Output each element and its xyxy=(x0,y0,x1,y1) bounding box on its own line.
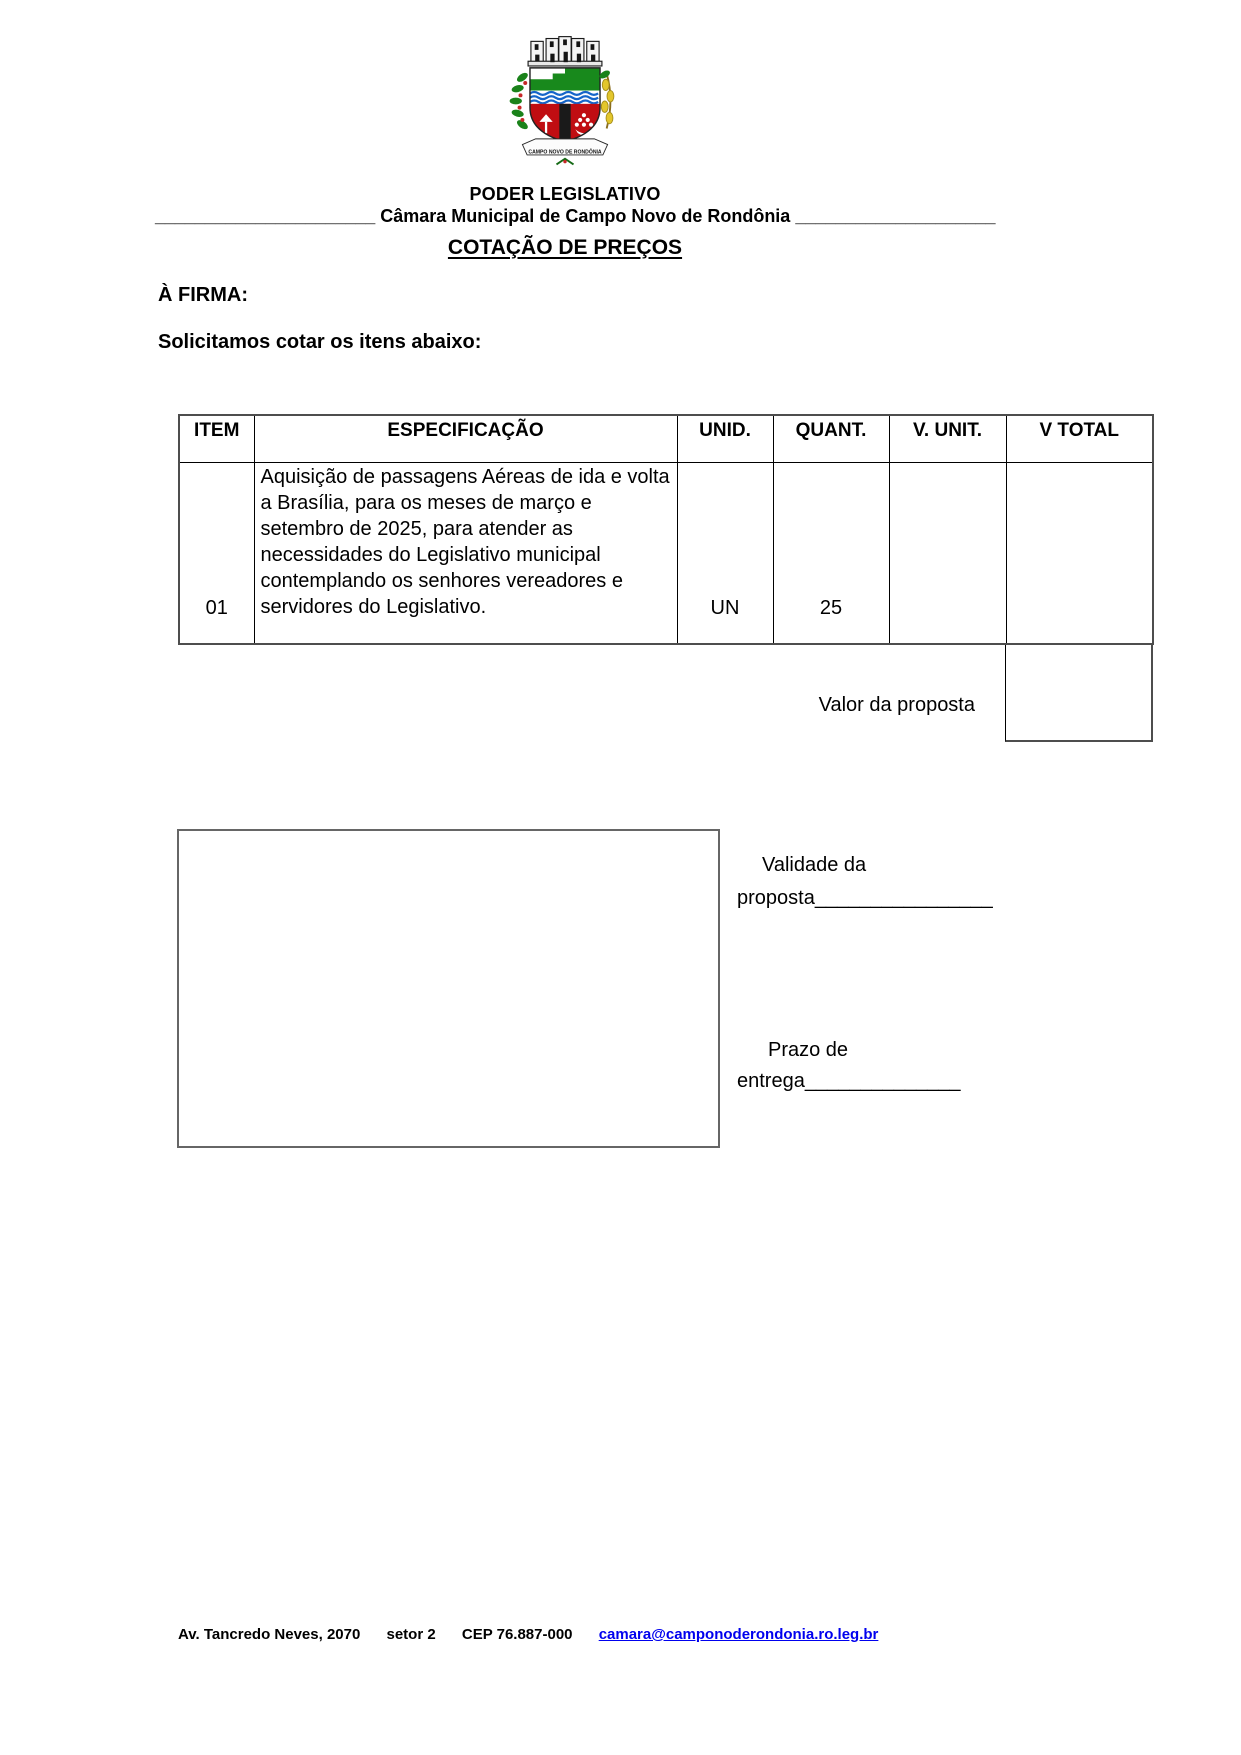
validade-da-proposta-field xyxy=(737,849,993,915)
org-name-line xyxy=(155,206,996,227)
emblem-banner-text: CAMPO NOVO DE RONDÔNIA xyxy=(528,149,602,156)
emblem-container xyxy=(155,30,975,177)
footer xyxy=(178,1626,878,1643)
col-header-quant: QUANT. xyxy=(773,415,889,462)
col-header-especificacao: ESPECIFICAÇÃO xyxy=(254,415,677,462)
col-header-item: ITEM xyxy=(179,415,254,462)
prazo-de-entrega-field xyxy=(737,1035,961,1097)
prazo-line2: entrega______________ xyxy=(737,1070,961,1092)
col-header-v-unit: V. UNIT. xyxy=(889,415,1006,462)
coat-of-arms-icon xyxy=(490,30,640,172)
valor-value-box xyxy=(1005,645,1153,742)
v-total-empty-cell xyxy=(1006,462,1153,644)
notes-box xyxy=(177,829,720,1148)
col-header-unid: UNID. xyxy=(677,415,773,462)
valor-da-proposta-label: Valor da proposta xyxy=(818,694,975,716)
validade-line2: proposta________________ xyxy=(737,887,993,909)
col-header-v-total: V TOTAL xyxy=(1006,415,1153,462)
v-unit-empty-cell xyxy=(889,462,1006,644)
validade-line1: Validade da xyxy=(762,854,867,876)
request-line: Solicitamos cotar os itens abaixo: xyxy=(158,331,482,353)
quant-cell: 25 xyxy=(773,462,889,644)
quotation-table xyxy=(178,414,1154,645)
table-header-row xyxy=(179,415,1153,462)
footer-address: Av. Tancredo Neves, 2070 xyxy=(178,1626,361,1643)
org-name: Câmara Municipal de Campo Novo de Rondônia xyxy=(380,206,791,226)
item-number-cell: 01 xyxy=(179,462,254,644)
firm-label: À FIRMA: xyxy=(158,284,248,306)
unid-cell: UN xyxy=(677,462,773,644)
org-branch-title: PODER LEGISLATIVO xyxy=(469,184,661,204)
table-row xyxy=(179,462,1153,644)
footer-cep: CEP 76.887-000 xyxy=(461,1626,573,1643)
org-underline-right: ____________________ xyxy=(795,206,996,226)
page-title: COTAÇÃO DE PREÇOS xyxy=(447,236,683,259)
prazo-line1: Prazo de xyxy=(768,1039,849,1061)
footer-sector: setor 2 xyxy=(386,1626,436,1643)
org-underline-left: ______________________ xyxy=(155,206,376,226)
footer-email-link[interactable]: camara@camponoderondonia.ro.leg.br xyxy=(598,1626,879,1643)
especificacao-cell: Aquisição de passagens Aéreas de ida e volta a Brasília, para os meses de março e setembro de 2025, para atender as necessidades do Legislativo municipal contemplando os senhores vereadores e servidores do Legislativo. xyxy=(254,462,677,644)
